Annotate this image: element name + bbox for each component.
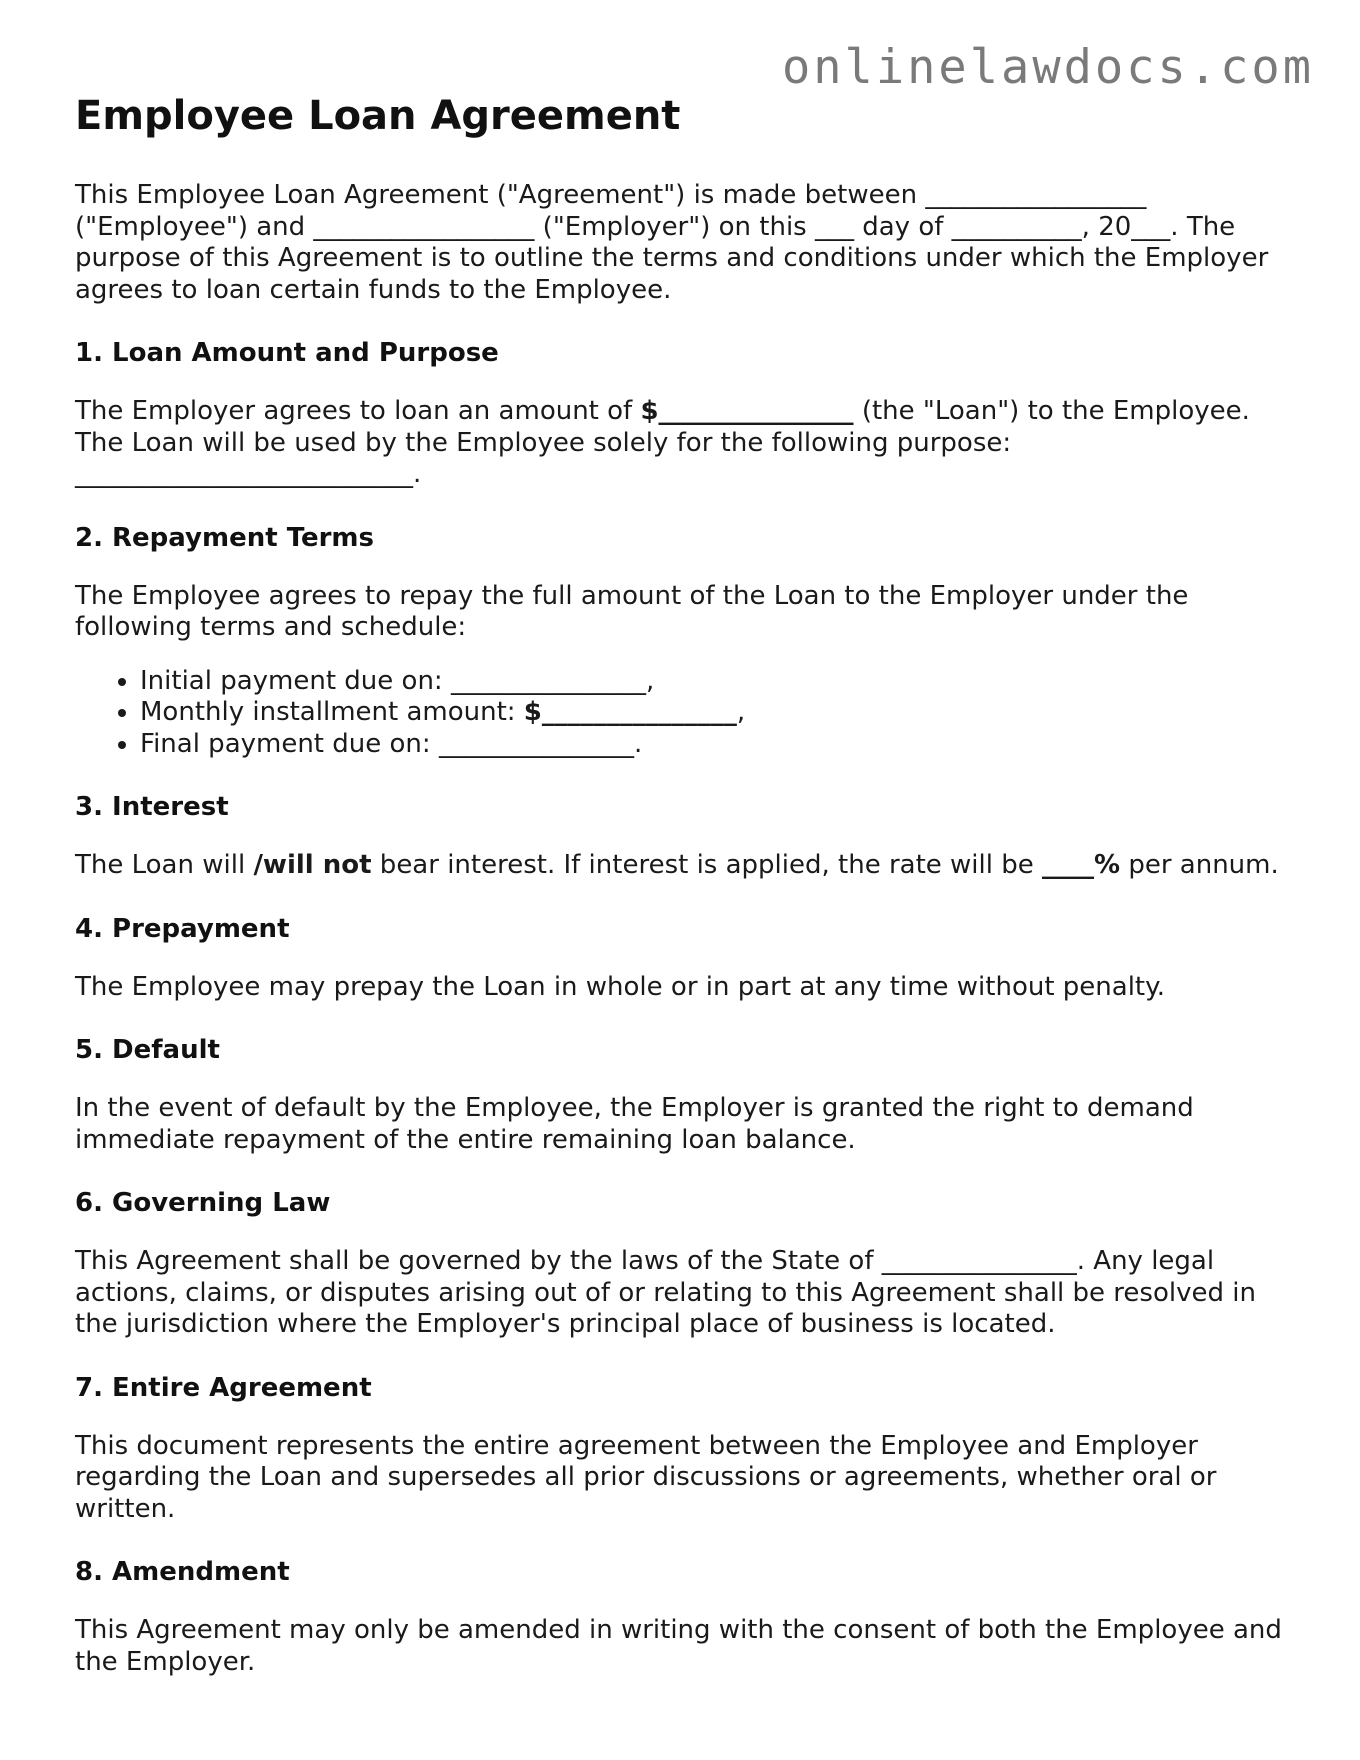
monthly-installment-blank: $_______________ xyxy=(523,697,737,727)
intro-text-1: This Employee Loan Agreement ("Agreement") is made between xyxy=(75,180,926,210)
section-3-heading: 3. Interest xyxy=(75,792,229,822)
section-6-text-2: . Any legal actions, claims, or disputes arising out of or relating to this Agreement shall be resolved in the jurisdiction where the Employer's principal place of business is located. xyxy=(75,1246,1256,1339)
section-6-text-1: This Agreement shall be governed by the laws of the State of xyxy=(75,1246,882,1276)
loan-amount-blank: $_______________ xyxy=(640,396,854,426)
list-item xyxy=(140,666,1290,698)
month-blank: __________ xyxy=(951,211,1082,242)
section-8-paragraph: This Agreement may only be amended in writing with the consent of both the Employee and the Employer. xyxy=(75,1615,1282,1677)
section-2-paragraph: The Employee agrees to repay the full amount of the Loan to the Employer under the following terms and schedule: xyxy=(75,580,1189,642)
year-blank: ___ xyxy=(1131,211,1171,242)
initial-payment-label: Initial payment due on: xyxy=(140,665,451,696)
section-2-heading: 2. Repayment Terms xyxy=(75,522,374,553)
section-3-text-2: bear interest. If interest is applied, the rate will be xyxy=(371,850,1042,880)
loan-purpose-blank: __________________________ xyxy=(75,459,413,489)
section-1-paragraph xyxy=(75,396,1290,491)
section-1-text-1: The Employer agrees to loan an amount of xyxy=(75,396,641,426)
section-4-heading: 4. Prepayment xyxy=(75,913,290,944)
intro-text-2: ("Employee") and xyxy=(75,211,314,242)
initial-payment-end: , xyxy=(645,665,655,696)
intro-paragraph xyxy=(75,180,1290,306)
watermark: onlinelawdocs.com xyxy=(781,40,1314,95)
intro-text-5: , 20 xyxy=(1081,211,1132,242)
document-page xyxy=(75,92,1290,1710)
section-4-paragraph: The Employee may prepay the Loan in whole or in part at any time without penalty. xyxy=(75,971,1166,1002)
section-7-paragraph: This document represents the entire agreement between the Employee and Employer regarding the Loan and supersedes all prior discussions or agreements, whether oral or written. xyxy=(75,1430,1217,1524)
intro-text-4: day of xyxy=(853,211,952,242)
section-6-paragraph xyxy=(75,1246,1290,1341)
final-payment-label: Final payment due on: xyxy=(140,728,439,759)
state-blank: _______________ xyxy=(881,1246,1077,1276)
employer-name-blank: _________________ xyxy=(313,211,535,242)
document-title: Employee Loan Agreement xyxy=(75,93,681,139)
initial-payment-blank: _______________ xyxy=(450,665,646,696)
section-5-heading: 5. Default xyxy=(75,1035,220,1065)
monthly-installment-end: , xyxy=(736,697,746,727)
employee-name-blank: _________________ xyxy=(925,180,1147,210)
list-item xyxy=(140,729,1290,761)
section-6-heading: 6. Governing Law xyxy=(75,1188,331,1218)
section-1-text-2: (the "Loan") to the Employee. The Loan will be used by the Employee solely for the following purpose: xyxy=(75,396,1250,458)
day-blank: ___ xyxy=(814,211,854,242)
monthly-installment-label: Monthly installment amount: xyxy=(140,697,524,727)
intro-text-3: ("Employer") on this xyxy=(534,211,815,242)
section-1-text-3: . xyxy=(413,459,422,489)
section-3-text-3: per annum. xyxy=(1120,850,1279,880)
repayment-schedule-list xyxy=(75,666,1290,761)
section-3-text-1: The Loan will xyxy=(75,850,254,880)
interest-rate-blank: ____% xyxy=(1042,850,1121,880)
intro-text-6: . The purpose of this Agreement is to outline the terms and conditions under which the Employer agrees to loan certain funds to the Employee. xyxy=(75,211,1269,305)
interest-option: /will not xyxy=(253,850,372,880)
list-item xyxy=(140,697,1290,729)
final-payment-blank: _______________ xyxy=(438,728,634,759)
section-8-heading: 8. Amendment xyxy=(75,1557,290,1587)
section-7-heading: 7. Entire Agreement xyxy=(75,1372,372,1403)
section-5-paragraph: In the event of default by the Employee, the Employer is granted the right to demand immediate repayment of the entire remaining loan balance. xyxy=(75,1093,1194,1155)
section-1-heading: 1. Loan Amount and Purpose xyxy=(75,338,499,368)
section-3-paragraph xyxy=(75,850,1290,882)
final-payment-end: . xyxy=(633,728,643,759)
